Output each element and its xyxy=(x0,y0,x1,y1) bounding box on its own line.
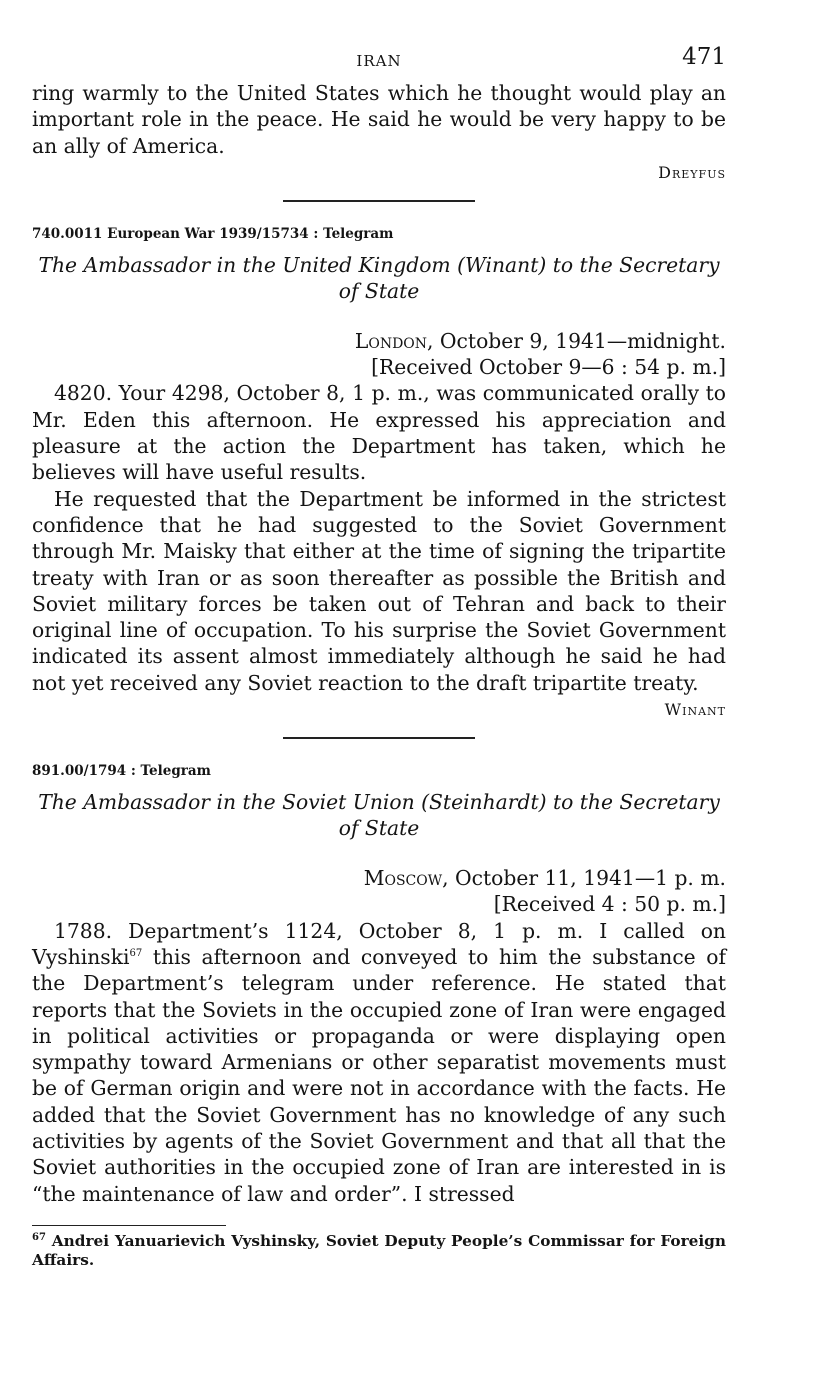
document-title-line: of State xyxy=(338,278,420,303)
body-paragraph xyxy=(32,918,726,1207)
paragraph-text: this afternoon and conveyed to him the substance of the Department’s telegram under reference. He stated that reports that the Soviets in the occupied zone of Iran were engaged in political activities or propaganda or were displaying open sympathy toward Armenians or other separatist movements must be of German origin and were not in accordance with the facts. He added that the Soviet Government has no knowledge of any such activities by agents of the Soviet Government and that all that the Soviet authorities in the occupied zone of Iran are interested in is “the maintenance of law and order”. I stressed xyxy=(32,944,726,1206)
document-title xyxy=(32,789,726,841)
running-head: IRAN xyxy=(356,52,402,70)
document-title-line: of State xyxy=(338,816,420,841)
footnote xyxy=(32,1232,726,1270)
continuation-paragraph: ring warmly to the United States which he thought would play an important role in the peace. He said he would be very happy to be an ally of America. xyxy=(32,81,726,158)
body-paragraph: 4820. Your 4298, October 8, 1 p. m., was communicated orally to Mr. Eden this afternoon. He expressed his appreciation and pleasure at the action the Department has taken, which he believes will have useful results. xyxy=(32,381,726,485)
document-title-line: The Ambassador in the Soviet Union (Steinhardt) to the Secretary xyxy=(38,790,720,815)
signature-winant: Winant xyxy=(664,700,726,720)
document-title-line: The Ambassador in the United Kingdom (Winant) to the Secretary xyxy=(38,252,720,277)
footnote-text: Andrei Yanuarievich Vyshinsky, Soviet Deputy People’s Commissar for Foreign Affairs. xyxy=(32,1231,726,1269)
footnote-reference[interactable]: 67 xyxy=(129,948,143,960)
received-note: [Received October 9—6 : 54 p. m.] xyxy=(371,355,726,380)
dateline-place: London, xyxy=(354,328,434,353)
paragraph-text: 1788. Department’s 1124, October 8, 1 p. m. I called on Vyshinski xyxy=(32,918,726,969)
dateline-date: October 9, 1941—midnight. xyxy=(433,328,726,353)
body-paragraph: He requested that the Department be informed in the strictest confidence that he had suggested to the Soviet Government through Mr. Maisky that either at the time of signing the tripartite treaty with Iran or as soon thereafter as possible the British and Soviet military forces be taken out of Tehran and back to their original line of occupation. To his surprise the Soviet Government indicated its assent almost immediately although he said he had not yet received any Soviet reaction to the draft tripartite treaty. xyxy=(32,486,726,695)
footnote-divider xyxy=(32,1225,226,1226)
page-header xyxy=(32,44,726,80)
document-page xyxy=(32,44,726,1270)
dateline-place: Moscow, xyxy=(363,866,449,891)
signature-dreyfus: Dreyfus xyxy=(658,162,726,182)
section-divider xyxy=(283,200,475,202)
file-reference: 891.00/1794 : Telegram xyxy=(32,763,211,780)
page-number: 471 xyxy=(682,44,726,70)
received-note: [Received 4 : 50 p. m.] xyxy=(493,892,726,917)
dateline-date: October 11, 1941—1 p. m. xyxy=(448,866,726,891)
file-reference: 740.0011 European War 1939/15734 : Telegram xyxy=(32,225,394,242)
dateline xyxy=(32,865,726,918)
section-divider xyxy=(283,737,475,739)
footnote-mark: 67 xyxy=(32,1231,46,1243)
document-title xyxy=(32,252,726,304)
dateline xyxy=(32,328,726,381)
